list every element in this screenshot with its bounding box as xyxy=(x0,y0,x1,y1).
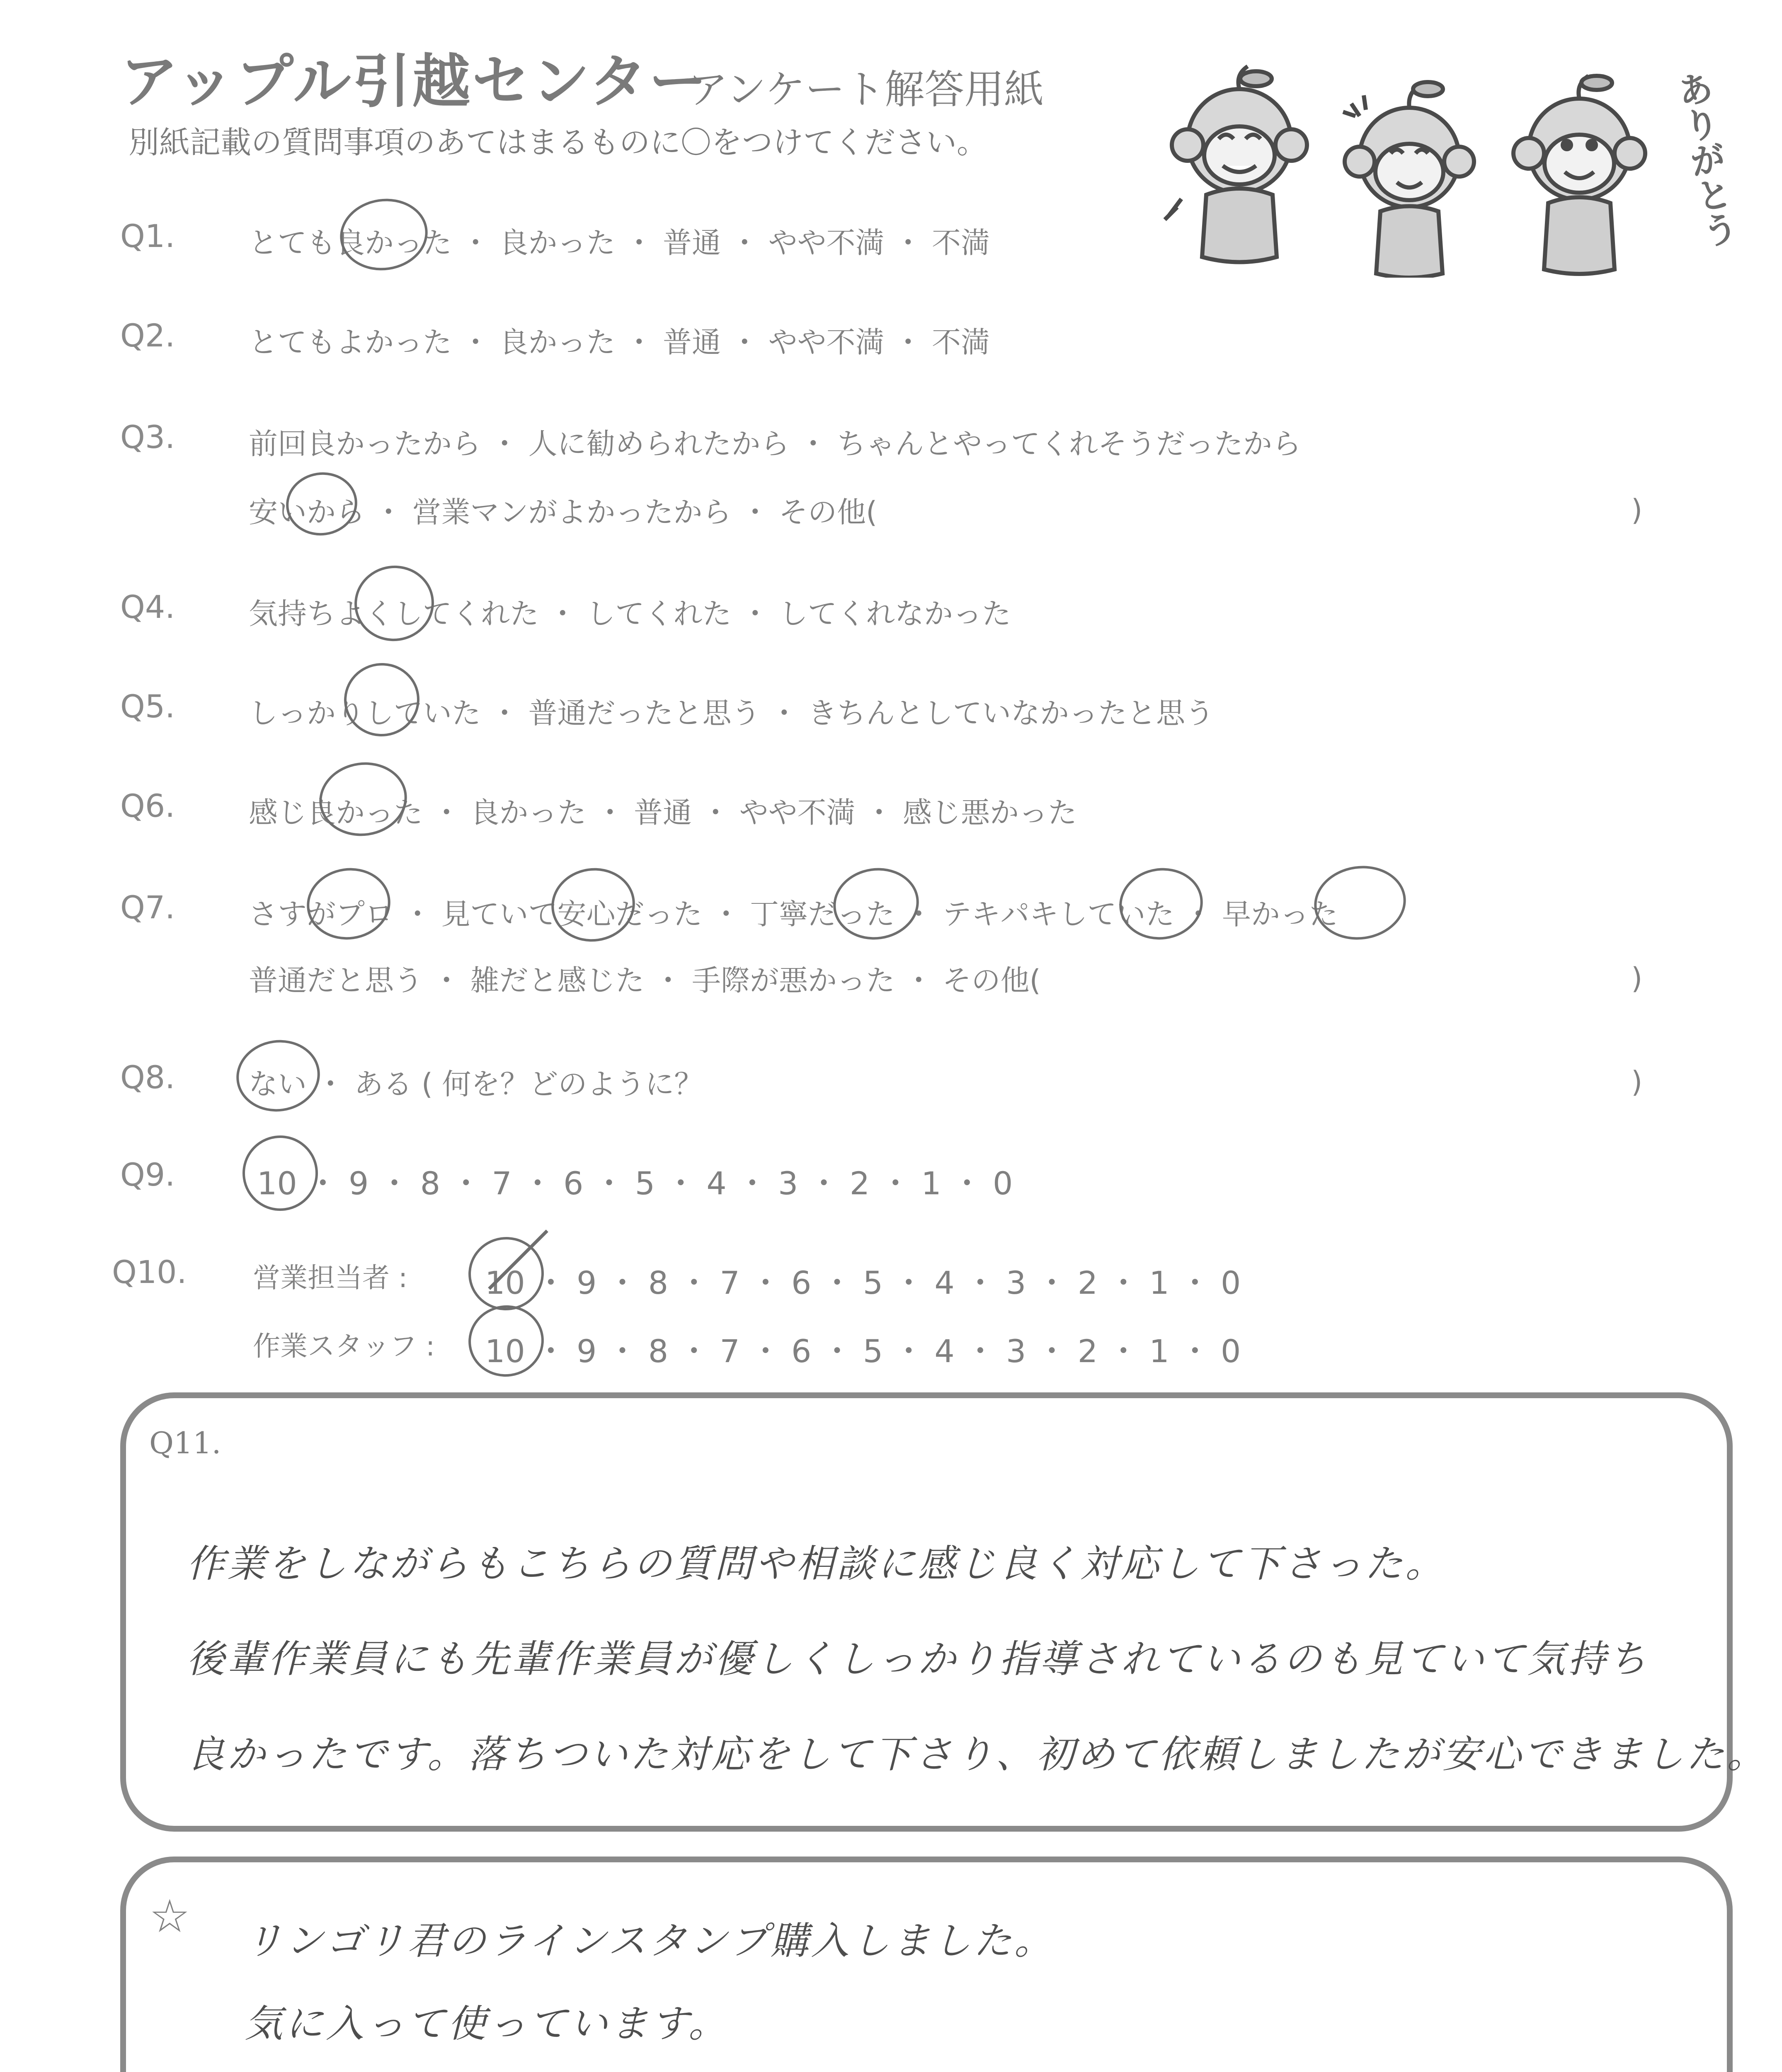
q10-sales-label: 営業担当者 : xyxy=(253,1262,408,1294)
star-line-2: 気に入って使っています。 xyxy=(245,2002,729,2046)
monkey-2-icon xyxy=(1343,82,1474,278)
q10-sales-options: 10 ・ 9 ・ 8 ・ 7 ・ 6 ・ 5 ・ 4 ・ 3 ・ 2 ・ 1 ・ 0 xyxy=(485,1264,1241,1301)
q10-label: Q10. xyxy=(112,1254,187,1290)
q5-label: Q5. xyxy=(120,688,175,725)
q11-line-2: 後輩作業員にも先輩作業員が優しくしっかり指導されているのも見ていて気持ち xyxy=(187,1637,1649,1681)
q7-close-paren: ) xyxy=(1631,961,1643,995)
thanks-text: ありがとう xyxy=(1668,68,1741,251)
q1-label: Q1. xyxy=(120,218,175,254)
company-title: アップル引越センター xyxy=(120,48,709,116)
monkey-3-icon xyxy=(1513,76,1645,274)
q7-options: さすがプロ ・ 見ていて安心だった ・ 丁寧だった ・ テキパキしていた ・ 早かった xyxy=(249,897,1338,931)
q2-options: とてもよかった ・ 良かった ・ 普通 ・ やや不満 ・ 不満 xyxy=(249,325,990,359)
q8-label: Q8. xyxy=(120,1059,175,1096)
q9-options: 10 ・ 9 ・ 8 ・ 7 ・ 6 ・ 5 ・ 4 ・ 3 ・ 2 ・ 1 ・ 0 xyxy=(257,1165,1013,1202)
q5-options: しっかりしていた ・ 普通だったと思う ・ きちんとしていなかったと思う xyxy=(249,696,1215,730)
q11-label: Q11. xyxy=(149,1426,221,1460)
instruction-text: 別紙記載の質問事項のあてはまるものに〇をつけてください。 xyxy=(128,125,987,160)
q8-close-paren: ) xyxy=(1631,1065,1643,1099)
q9-label: Q9. xyxy=(120,1156,175,1193)
q1-options: とても良かった ・ 良かった ・ 普通 ・ やや不満 ・ 不満 xyxy=(249,226,990,260)
q4-options: 気持ちよくしてくれた ・ してくれた ・ してくれなかった xyxy=(249,597,1011,631)
answer-circle xyxy=(349,561,439,646)
mascot-monkeys-illustration xyxy=(1156,62,1708,278)
star-line-1: リンゴリ君のラインスタンプ購入しました。 xyxy=(245,1919,1055,1963)
q6-options: 感じ良かった ・ 良かった ・ 普通 ・ やや不満 ・ 感じ悪かった xyxy=(249,796,1077,830)
sheet-subtitle: アンケート解答用紙 xyxy=(688,66,1044,113)
q11-line-1: 作業をしながらもこちらの質問や相談に感じ良く対応して下さった。 xyxy=(187,1542,1446,1586)
q10-staff-label: 作業スタッフ : xyxy=(253,1330,435,1362)
q3-options: 前回良かったから ・ 人に勧められたから ・ ちゃんとやってくれそうだったから xyxy=(249,427,1302,461)
q6-label: Q6. xyxy=(120,787,175,824)
q7-options-2: 普通だと思う ・ 雑だと感じた ・ 手際が悪かった ・ その他( xyxy=(249,963,1041,997)
monkey-1-icon xyxy=(1165,66,1307,262)
q11-line-3: 良かったです。落ちついた対応をして下さり、初めて依頼しましたが安心できました。 xyxy=(187,1732,1767,1777)
q3-label: Q3. xyxy=(120,419,175,455)
q3-close-paren: ) xyxy=(1631,493,1643,527)
q4-label: Q4. xyxy=(120,588,175,625)
star-icon: ☆ xyxy=(149,1890,190,1943)
check-stroke-icon xyxy=(481,1227,555,1293)
q3-options-2: 安いから ・ 営業マンがよかったから ・ その他( xyxy=(249,495,878,529)
q8-options: ない ・ ある ( 何を？どのように？ xyxy=(249,1067,703,1101)
q10-staff-options: 10 ・ 9 ・ 8 ・ 7 ・ 6 ・ 5 ・ 4 ・ 3 ・ 2 ・ 1 ・ 0 xyxy=(485,1333,1241,1370)
answer-circle xyxy=(547,863,640,947)
answer-circle xyxy=(232,1035,325,1117)
q2-label: Q2. xyxy=(120,317,175,354)
q7-label: Q7. xyxy=(120,889,175,926)
answer-circle xyxy=(335,193,432,276)
